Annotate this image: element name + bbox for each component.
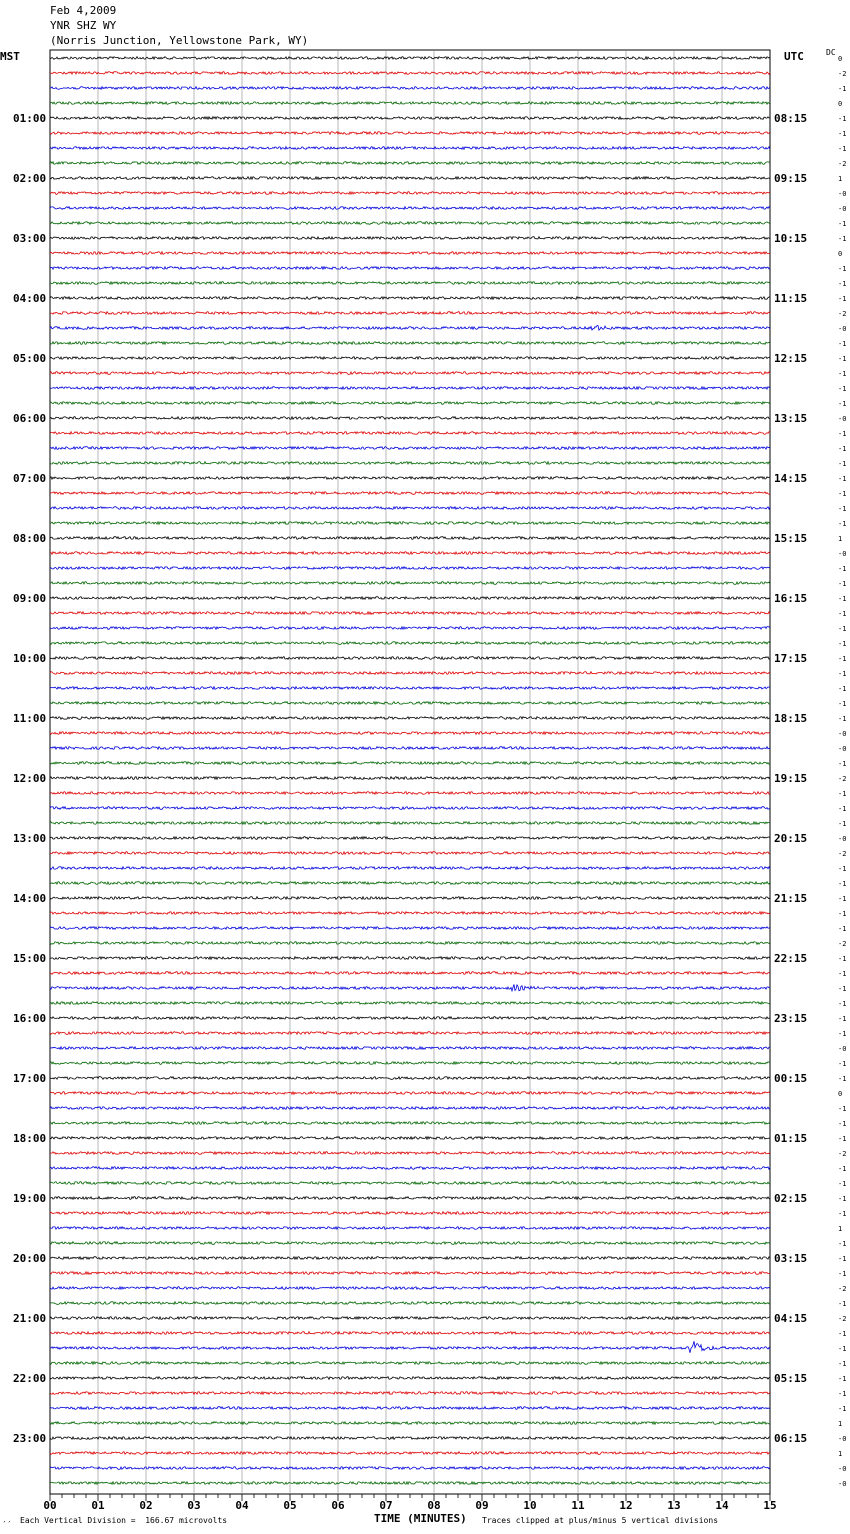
dc-offset-header: DC — [826, 48, 836, 57]
trace-line — [50, 267, 770, 270]
trace-line — [50, 312, 770, 315]
x-tick-label: 02 — [139, 1499, 153, 1512]
dc-offset-label: -1 — [838, 385, 847, 393]
trace-line — [50, 762, 770, 765]
trace-line — [50, 567, 770, 570]
station-location: (Norris Junction, Yellowstone Park, WY) — [50, 34, 309, 47]
dc-offset-label: -1 — [838, 700, 847, 708]
dc-offset-label: -1 — [838, 445, 847, 453]
dc-offset-label: -1 — [838, 505, 847, 513]
right-hour-label: 23:15 — [774, 1012, 808, 1025]
trace-line — [50, 57, 770, 60]
trace-line — [50, 132, 770, 135]
left-hour-label: 03:00 — [13, 232, 47, 245]
trace-line — [50, 792, 770, 795]
trace-line — [50, 807, 770, 810]
trace-line — [50, 1152, 770, 1155]
dc-offset-label: 0 — [838, 100, 843, 108]
right-hour-label: 20:15 — [774, 832, 808, 845]
trace-line — [50, 1272, 770, 1275]
trace-line — [50, 537, 770, 540]
right-hour-label: 16:15 — [774, 592, 808, 605]
trace-line — [50, 162, 770, 165]
left-hour-label: 22:00 — [13, 1372, 47, 1385]
dc-offset-label: -1 — [838, 475, 847, 483]
trace-line — [50, 717, 770, 720]
trace-line — [50, 702, 770, 705]
dc-offset-label: -1 — [838, 280, 847, 288]
x-tick-label: 12 — [619, 1499, 633, 1512]
x-tick-label: 13 — [667, 1499, 681, 1512]
left-hour-label: 07:00 — [13, 472, 47, 485]
right-hour-label: 03:15 — [774, 1252, 808, 1265]
dc-offset-label: -1 — [838, 430, 847, 438]
trace-line — [50, 1182, 770, 1185]
trace-line — [50, 177, 770, 180]
dc-offset-label: -1 — [838, 1180, 847, 1188]
dc-offset-label: -1 — [838, 580, 847, 588]
dc-offset-label: -0 — [838, 1045, 847, 1053]
trace-line — [50, 282, 770, 285]
dc-offset-label: -1 — [838, 670, 847, 678]
trace-line — [50, 1452, 770, 1455]
dc-offset-label: -1 — [838, 820, 847, 828]
dc-offset-label: -1 — [838, 910, 847, 918]
trace-line — [50, 957, 770, 960]
left-hour-label: 10:00 — [13, 652, 47, 665]
x-tick-label: 15 — [763, 1499, 777, 1512]
left-timezone-label: MST — [0, 50, 20, 63]
trace-line — [50, 612, 770, 615]
x-tick-label: 05 — [283, 1499, 297, 1512]
dc-offset-label: -1 — [838, 145, 847, 153]
right-hour-label: 05:15 — [774, 1372, 808, 1385]
dc-offset-label: -1 — [838, 790, 847, 798]
x-tick-label: 01 — [91, 1499, 105, 1512]
x-tick-label: 08 — [427, 1499, 441, 1512]
trace-line — [50, 1437, 770, 1440]
trace-line — [50, 1212, 770, 1215]
dc-offset-label: -0 — [838, 1480, 847, 1488]
dc-offset-label: -1 — [838, 490, 847, 498]
dc-offset-label: 0 — [838, 250, 843, 258]
left-hour-label: 23:00 — [13, 1432, 47, 1445]
trace-line — [50, 1422, 770, 1425]
dc-offset-label: -1 — [838, 925, 847, 933]
trace-line — [50, 1341, 770, 1353]
trace-line — [50, 972, 770, 975]
dc-offset-label: -1 — [838, 1300, 847, 1308]
dc-offset-label: 1 — [838, 1225, 843, 1233]
dc-offset-label: -0 — [838, 835, 847, 843]
trace-line — [50, 747, 770, 750]
corner-mark: ′′ — [2, 1520, 12, 1529]
trace-line — [50, 687, 770, 690]
trace-line — [50, 852, 770, 855]
dc-offset-label: -2 — [838, 160, 847, 168]
right-hour-label: 00:15 — [774, 1072, 808, 1085]
dc-offset-label: -1 — [838, 115, 847, 123]
left-hour-label: 01:00 — [13, 112, 47, 125]
dc-offset-label: -0 — [838, 745, 847, 753]
dc-offset-label: 1 — [838, 1420, 843, 1428]
trace-line — [50, 1002, 770, 1005]
dc-offset-label: -1 — [838, 1240, 847, 1248]
dc-offset-label: 0 — [838, 55, 843, 63]
scale-note: Each Vertical Division = 166.67 microvolts — [20, 1516, 228, 1525]
plot-frame — [50, 50, 770, 1494]
trace-line — [50, 732, 770, 735]
x-tick-label: 09 — [475, 1499, 489, 1512]
trace-line — [50, 927, 770, 930]
dc-offset-label: -0 — [838, 730, 847, 738]
left-hour-label: 04:00 — [13, 292, 47, 305]
dc-offset-label: -1 — [838, 220, 847, 228]
dc-offset-label: -1 — [838, 970, 847, 978]
right-hour-label: 08:15 — [774, 112, 808, 125]
dc-offset-label: -1 — [838, 1075, 847, 1083]
trace-line — [50, 297, 770, 300]
trace-line — [50, 492, 770, 495]
dc-offset-label: -1 — [838, 265, 847, 273]
trace-line — [50, 1362, 770, 1365]
dc-offset-label: -2 — [838, 1315, 847, 1323]
dc-offset-label: -1 — [838, 355, 847, 363]
right-hour-label: 14:15 — [774, 472, 808, 485]
trace-line — [50, 222, 770, 225]
trace-line — [50, 837, 770, 840]
dc-offset-label: -2 — [838, 1285, 847, 1293]
trace-line — [50, 462, 770, 465]
left-hour-label: 12:00 — [13, 772, 47, 785]
right-hour-label: 12:15 — [774, 352, 808, 365]
dc-offset-label: -1 — [838, 985, 847, 993]
left-hour-label: 05:00 — [13, 352, 47, 365]
dc-offset-label: -1 — [838, 880, 847, 888]
dc-offset-label: -1 — [838, 295, 847, 303]
left-hour-label: 14:00 — [13, 892, 47, 905]
trace-line — [50, 1062, 770, 1065]
trace-line — [50, 507, 770, 510]
left-hour-label: 13:00 — [13, 832, 47, 845]
trace-line — [50, 912, 770, 915]
dc-offset-label: -1 — [838, 1390, 847, 1398]
right-hour-label: 11:15 — [774, 292, 808, 305]
right-hour-label: 22:15 — [774, 952, 808, 965]
dc-offset-label: -2 — [838, 940, 847, 948]
trace-line — [50, 147, 770, 150]
trace-line — [50, 1107, 770, 1110]
x-tick-label: 00 — [43, 1499, 57, 1512]
dc-offset-label: -1 — [838, 685, 847, 693]
x-tick-label: 03 — [187, 1499, 201, 1512]
dc-offset-label: -1 — [838, 400, 847, 408]
trace-line — [50, 1032, 770, 1035]
chart-date: Feb 4,2009 — [50, 4, 117, 17]
trace-line — [50, 1467, 770, 1470]
dc-offset-label: -1 — [838, 235, 847, 243]
trace-line — [50, 1257, 770, 1260]
trace-line — [50, 1167, 770, 1170]
left-hour-label: 17:00 — [13, 1072, 47, 1085]
trace-line — [50, 1077, 770, 1080]
x-tick-label: 10 — [523, 1499, 537, 1512]
trace-line — [50, 1392, 770, 1395]
trace-line — [50, 1332, 770, 1335]
trace-line — [50, 432, 770, 435]
dc-offset-label: -1 — [838, 1375, 847, 1383]
dc-offset-label: -1 — [838, 640, 847, 648]
dc-offset-label: 1 — [838, 175, 843, 183]
trace-line — [50, 867, 770, 870]
dc-offset-label: -1 — [838, 460, 847, 468]
clip-note: Traces clipped at plus/minus 5 vertical divisions — [482, 1516, 719, 1525]
trace-line — [50, 402, 770, 405]
trace-line — [50, 1407, 770, 1410]
left-hour-label: 15:00 — [13, 952, 47, 965]
dc-offset-label: -1 — [838, 595, 847, 603]
trace-line — [50, 882, 770, 885]
dc-offset-label: 1 — [838, 535, 843, 543]
trace-line — [50, 657, 770, 660]
right-hour-label: 17:15 — [774, 652, 808, 665]
left-hour-label: 08:00 — [13, 532, 47, 545]
left-hour-label: 18:00 — [13, 1132, 47, 1145]
left-hour-label: 16:00 — [13, 1012, 47, 1025]
right-hour-label: 19:15 — [774, 772, 808, 785]
dc-offset-label: -1 — [838, 760, 847, 768]
trace-line — [50, 1092, 770, 1095]
dc-offset-label: -1 — [838, 1000, 847, 1008]
trace-line — [50, 1137, 770, 1140]
dc-offset-label: -1 — [838, 85, 847, 93]
trace-line — [50, 387, 770, 390]
trace-line — [50, 1047, 770, 1050]
left-hour-label: 11:00 — [13, 712, 47, 725]
dc-offset-label: -1 — [838, 1360, 847, 1368]
left-hour-label: 21:00 — [13, 1312, 47, 1325]
dc-offset-label: -2 — [838, 70, 847, 78]
dc-offset-label: -1 — [838, 1210, 847, 1218]
dc-offset-label: -1 — [838, 655, 847, 663]
right-hour-label: 13:15 — [774, 412, 808, 425]
x-tick-label: 06 — [331, 1499, 345, 1512]
x-tick-label: 07 — [379, 1499, 393, 1512]
dc-offset-label: -1 — [838, 1270, 847, 1278]
trace-line — [50, 207, 770, 210]
trace-line — [50, 627, 770, 630]
dc-offset-label: -1 — [838, 520, 847, 528]
trace-line — [50, 1197, 770, 1200]
trace-line — [50, 477, 770, 480]
dc-offset-label: -2 — [838, 850, 847, 858]
right-hour-label: 10:15 — [774, 232, 808, 245]
trace-line — [50, 1017, 770, 1020]
left-hour-label: 06:00 — [13, 412, 47, 425]
left-hour-label: 02:00 — [13, 172, 47, 185]
dc-offset-label: -1 — [838, 1255, 847, 1263]
trace-line — [50, 552, 770, 555]
dc-offset-label: -1 — [838, 625, 847, 633]
trace-line — [50, 897, 770, 900]
dc-offset-label: -1 — [838, 340, 847, 348]
trace-line — [50, 984, 770, 991]
right-hour-label: 21:15 — [774, 892, 808, 905]
dc-offset-label: -1 — [838, 610, 847, 618]
dc-offset-label: -0 — [838, 1465, 847, 1473]
dc-offset-label: -1 — [838, 1015, 847, 1023]
trace-line — [50, 357, 770, 360]
trace-line — [50, 252, 770, 255]
dc-offset-label: -2 — [838, 775, 847, 783]
x-axis-title: TIME (MINUTES) — [374, 1512, 467, 1525]
trace-line — [50, 117, 770, 120]
trace-line — [50, 777, 770, 780]
dc-offset-label: -0 — [838, 325, 847, 333]
dc-offset-label: -1 — [838, 1195, 847, 1203]
dc-offset-label: -1 — [838, 1165, 847, 1173]
dc-offset-label: -0 — [838, 550, 847, 558]
dc-offset-label: -0 — [838, 190, 847, 198]
left-hour-label: 20:00 — [13, 1252, 47, 1265]
dc-offset-label: -1 — [838, 1405, 847, 1413]
x-tick-label: 04 — [235, 1499, 249, 1512]
dc-offset-label: -2 — [838, 1150, 847, 1158]
dc-offset-label: -1 — [838, 130, 847, 138]
dc-offset-label: -1 — [838, 1120, 847, 1128]
right-hour-label: 02:15 — [774, 1192, 808, 1205]
dc-offset-label: -1 — [838, 1135, 847, 1143]
trace-line — [50, 87, 770, 90]
dc-offset-label: -1 — [838, 715, 847, 723]
dc-offset-label: -1 — [838, 370, 847, 378]
dc-offset-label: 0 — [838, 1090, 843, 1098]
trace-line — [50, 72, 770, 75]
trace-line — [50, 1377, 770, 1380]
trace-line — [50, 102, 770, 105]
trace-line — [50, 372, 770, 375]
trace-line — [50, 1122, 770, 1125]
right-hour-label: 06:15 — [774, 1432, 808, 1445]
trace-line — [50, 1317, 770, 1320]
right-timezone-label: UTC — [784, 50, 804, 63]
right-hour-label: 01:15 — [774, 1132, 808, 1145]
dc-offset-label: -1 — [838, 865, 847, 873]
trace-line — [50, 192, 770, 195]
x-tick-label: 11 — [571, 1499, 585, 1512]
trace-line — [50, 326, 770, 331]
trace-line — [50, 672, 770, 675]
trace-line — [50, 582, 770, 585]
right-hour-label: 04:15 — [774, 1312, 808, 1325]
trace-line — [50, 417, 770, 420]
dc-offset-label: -2 — [838, 310, 847, 318]
trace-line — [50, 522, 770, 525]
dc-offset-label: -1 — [838, 565, 847, 573]
trace-line — [50, 1302, 770, 1305]
trace-line — [50, 342, 770, 345]
trace-line — [50, 1287, 770, 1290]
dc-offset-label: -0 — [838, 205, 847, 213]
left-hour-label: 09:00 — [13, 592, 47, 605]
dc-offset-label: 1 — [838, 1450, 843, 1458]
trace-line — [50, 447, 770, 450]
trace-line — [50, 942, 770, 945]
dc-offset-label: -1 — [838, 1060, 847, 1068]
dc-offset-label: -0 — [838, 1435, 847, 1443]
right-hour-label: 15:15 — [774, 532, 808, 545]
dc-offset-label: -1 — [838, 895, 847, 903]
dc-offset-label: -1 — [838, 1345, 847, 1353]
trace-line — [50, 1227, 770, 1230]
dc-offset-label: -0 — [838, 415, 847, 423]
station-code: YNR SHZ WY — [50, 19, 117, 32]
trace-line — [50, 1242, 770, 1245]
trace-line — [50, 642, 770, 645]
trace-line — [50, 597, 770, 600]
dc-offset-label: -1 — [838, 1330, 847, 1338]
trace-line — [50, 237, 770, 240]
trace-line — [50, 1482, 770, 1485]
right-hour-label: 18:15 — [774, 712, 808, 725]
dc-offset-label: -1 — [838, 1030, 847, 1038]
dc-offset-label: -1 — [838, 1105, 847, 1113]
trace-line — [50, 822, 770, 825]
left-hour-label: 19:00 — [13, 1192, 47, 1205]
x-tick-label: 14 — [715, 1499, 729, 1512]
right-hour-label: 09:15 — [774, 172, 808, 185]
dc-offset-label: -1 — [838, 955, 847, 963]
dc-offset-label: -1 — [838, 805, 847, 813]
